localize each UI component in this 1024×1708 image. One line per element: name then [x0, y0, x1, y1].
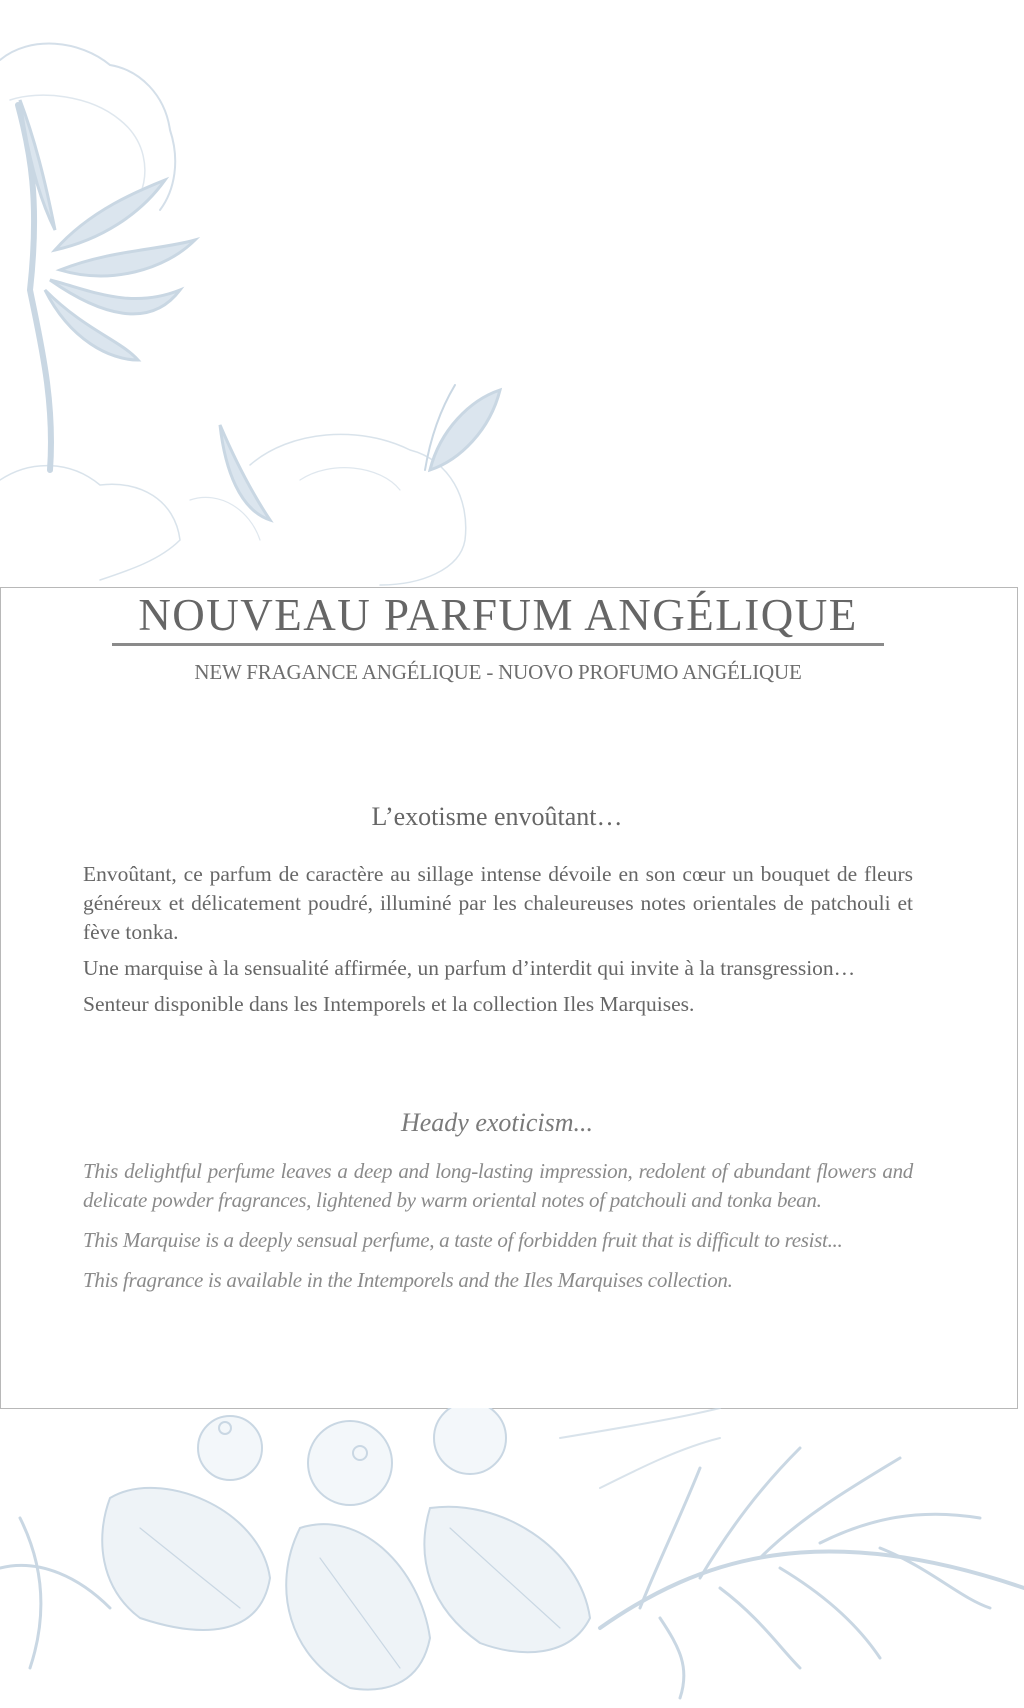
botanical-illustration-top-icon: [0, 40, 530, 590]
english-paragraph: This Marquise is a deeply sensual perfume, a taste of forbidden fruit that is difficult to resist...: [83, 1228, 843, 1252]
french-paragraph: Senteur disponible dans les Intemporels et la collection Iles Marquises.: [83, 992, 695, 1016]
botanical-illustration-bottom-icon: [0, 1408, 1024, 1708]
french-heading: L’exotisme envoûtant…: [371, 802, 623, 831]
title-divider: [112, 643, 884, 646]
page-subtitle: NEW FRAGANCE ANGÉLIQUE - NUOVO PROFUMO ANGÉLIQUE: [194, 660, 802, 684]
french-paragraph: Envoûtant, ce parfum de caractère au sillage intense dévoile en son cœur un bouquet de fleurs généreux et délicatement poudré, illuminé par les chaleureuses notes orientales de patchouli et fève tonka.: [83, 862, 913, 944]
english-text: [83, 1157, 913, 1306]
french-paragraph: Une marquise à la sensualité affirmée, un parfum d’interdit qui invite à la transgression…: [83, 956, 856, 980]
english-paragraph: This fragrance is available in the Intemporels and the Iles Marquises collection.: [83, 1268, 733, 1292]
page-title: NOUVEAU PARFUM ANGÉLIQUE: [138, 590, 858, 640]
french-text: [83, 860, 913, 1026]
english-heading: Heady exoticism...: [400, 1108, 594, 1137]
english-paragraph: This delightful perfume leaves a deep and long-lasting impression, redolent of abundant flowers and delicate powder fragrances, lightened by warm oriental notes of patchouli and tonka bean.: [83, 1159, 913, 1212]
